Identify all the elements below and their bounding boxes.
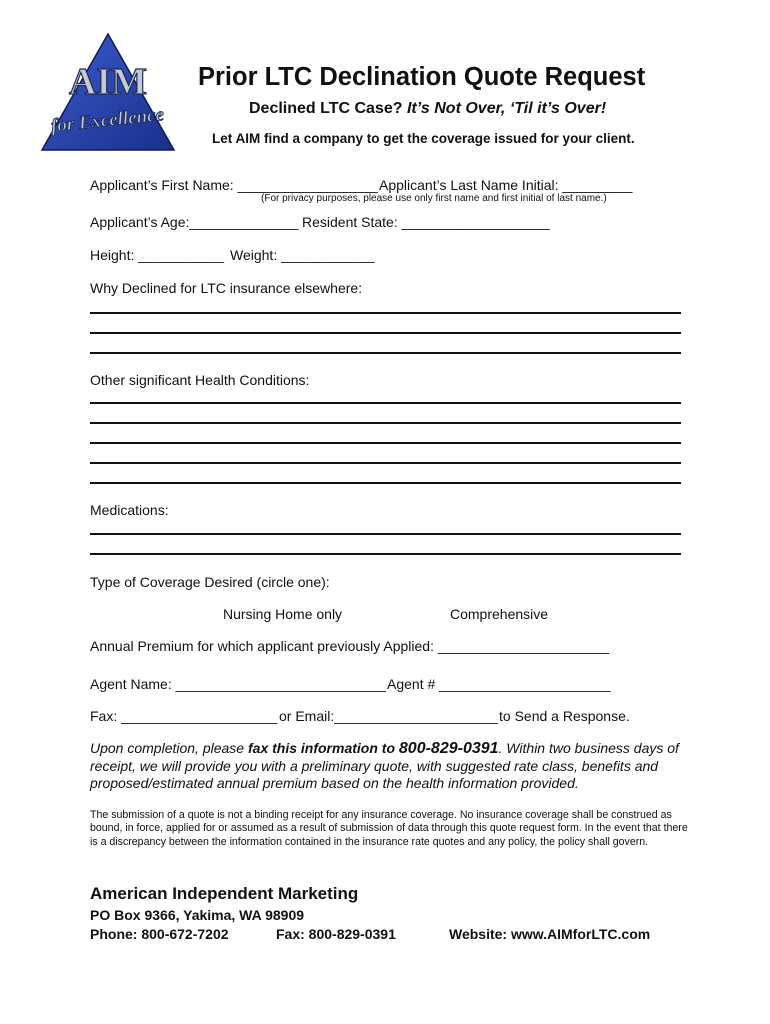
notice-part2: fax this information to — [248, 740, 399, 756]
company-website[interactable]: Website: www.AIMforLTC.com — [449, 926, 651, 942]
medications-line-2[interactable] — [90, 553, 681, 555]
notice-fax-number: 800-829-0391 — [398, 740, 499, 757]
last-initial-field[interactable]: Applicant’s Last Name Initial: _________ — [379, 177, 633, 193]
page-subtitle — [249, 100, 606, 118]
completion-notice — [90, 740, 690, 793]
health-line-1[interactable] — [90, 402, 681, 404]
subtitle-plain: Declined LTC Case? — [249, 100, 403, 117]
tagline: Let AIM find a company to get the coverage issued for your client. — [212, 131, 635, 146]
health-conditions-label: Other significant Health Conditions: — [90, 372, 310, 388]
page-title: Prior LTC Declination Quote Request — [198, 63, 646, 91]
fax-field[interactable]: Fax: ____________________ — [90, 708, 277, 724]
aim-logo — [40, 32, 176, 152]
notice-part3: . Within two business days of receipt, we will provide you with a preliminary quote, with suggested rate class, benefits and proposed/estimated annual premium based on the health information provided. — [90, 740, 679, 791]
email-field[interactable]: or Email:_____________________ — [279, 708, 498, 724]
agent-number-field[interactable]: Agent # ______________________ — [387, 676, 611, 692]
company-phone: Phone: 800-672-7202 — [90, 926, 229, 942]
why-declined-line-1[interactable] — [90, 312, 681, 314]
height-field[interactable]: Height: ___________ — [90, 247, 224, 263]
privacy-note: (For privacy purposes, please use only first name and first initial of last name.) — [261, 193, 607, 204]
medications-line-1[interactable] — [90, 533, 681, 535]
why-declined-line-2[interactable] — [90, 332, 681, 334]
company-fax: Fax: 800-829-0391 — [276, 926, 396, 942]
health-line-2[interactable] — [90, 422, 681, 424]
medications-label: Medications: — [90, 502, 169, 518]
health-line-3[interactable] — [90, 442, 681, 444]
subtitle-italic: It’s Not Over, ‘Til it’s Over! — [406, 100, 607, 117]
health-line-4[interactable] — [90, 462, 681, 464]
notice-part1: Upon completion, please — [90, 740, 248, 756]
why-declined-line-3[interactable] — [90, 352, 681, 354]
option-comprehensive[interactable]: Comprehensive — [450, 606, 549, 622]
coverage-type-label: Type of Coverage Desired (circle one): — [90, 574, 330, 590]
logo-bottom-text: for Excellence — [49, 104, 165, 137]
first-name-field[interactable]: Applicant’s First Name: __________________ — [90, 177, 378, 193]
why-declined-label: Why Declined for LTC insurance elsewhere: — [90, 280, 363, 296]
disclaimer: The submission of a quote is not a binding receipt for any insurance coverage. No insurance coverage shall be construed as bound, in force, applied for or assumed as a result of submission of data through this quote request form. In the event that there is a discrepancy between the information contained in the insurance rate quotes and any policy, the policy shall govern. — [90, 809, 688, 848]
weight-field[interactable]: Weight: ____________ — [230, 247, 375, 263]
annual-premium-field[interactable]: Annual Premium for which applicant previously Applied: ______________________ — [90, 638, 610, 654]
age-field[interactable]: Applicant’s Age:______________ — [90, 214, 299, 230]
option-nursing-home[interactable]: Nursing Home only — [223, 606, 343, 622]
company-name: American Independent Marketing — [90, 884, 359, 903]
state-field[interactable]: Resident State: ___________________ — [302, 214, 550, 230]
logo-top-text: AIM — [68, 61, 148, 103]
company-address: PO Box 9366, Yakima, WA 98909 — [90, 907, 305, 923]
send-response-text: to Send a Response. — [499, 708, 630, 724]
agent-name-field[interactable]: Agent Name: ___________________________ — [90, 676, 386, 692]
health-line-5[interactable] — [90, 482, 681, 484]
